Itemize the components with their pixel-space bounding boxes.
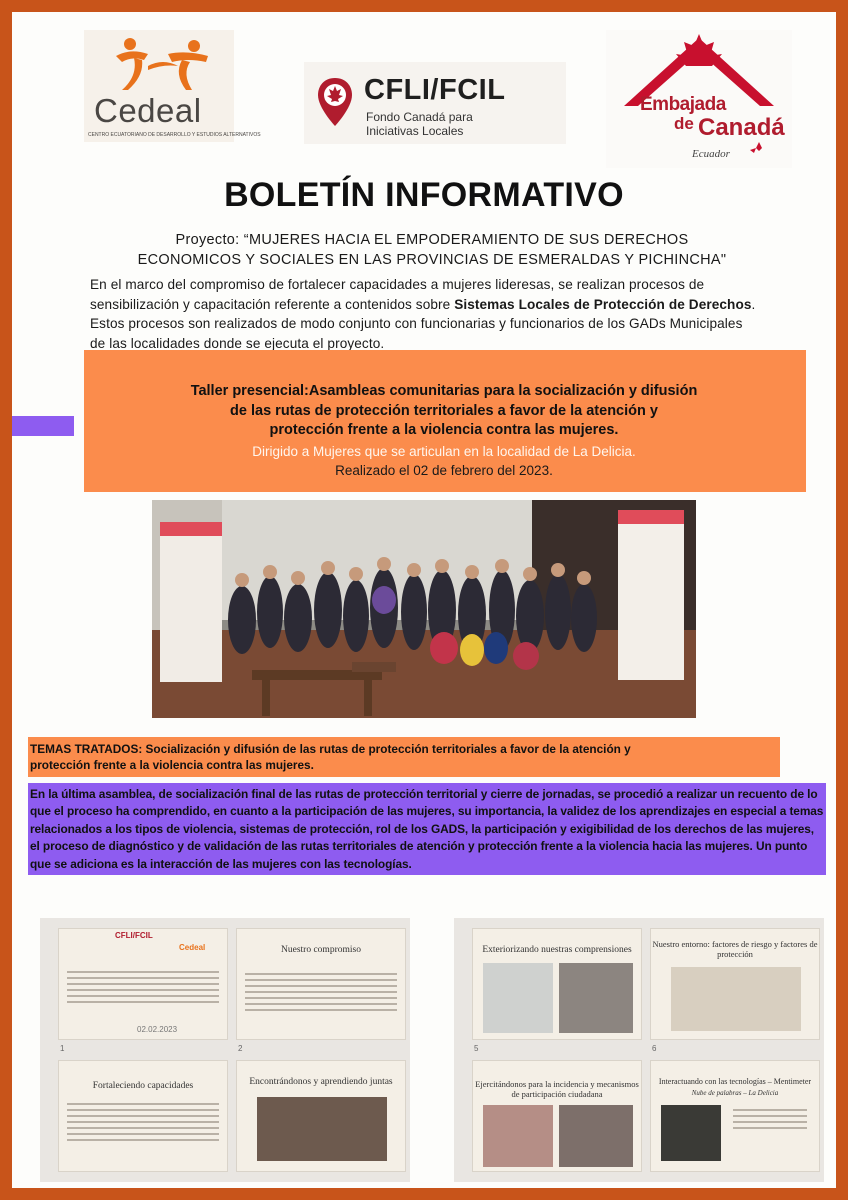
summary-text: En la última asamblea, de socialización final de las rutas de protección territorial y cierre de jornadas, se procedió a realizar un recuento de lo que el proceso ha comprendido, en cuanto a la participación de las mujeres, su importancia, la validez de los aprendizajes en especial a temas relacionados a los tipos de violencia, sistemas de protección, rol de los GADS, la participación y exigibilidad de los derechos de las mujeres, el proceso de diagnóstico y de validación de las rutas territoriales de atención y protección frente a la violencia hacia las mujeres. Un punto que se adiciona es la interacción de las mujeres con las tecnologías. [30, 787, 824, 871]
workshop-audience: Dirigido a Mujeres que se articulan en la localidad de La Delicia. [252, 444, 636, 459]
workshop-title-line1: Taller presencial:Asambleas comunitarias para la socialización y difusión [190, 383, 698, 399]
slide-6 [650, 928, 820, 1040]
slide-5-photo-a [483, 963, 553, 1033]
workshop-box [84, 350, 806, 492]
slide-8 [650, 1060, 820, 1172]
slides-grid-left [40, 918, 410, 1182]
slide-2-text-lines [237, 969, 405, 1015]
slide-5-heading: Exteriorizando nuestras comprensiones [482, 945, 632, 955]
slide-7-heading: Ejercitándonos para la incidencia y mecanismos de participación ciudadana [475, 1079, 639, 1099]
slide-5 [472, 928, 642, 1040]
project-name [112, 230, 752, 270]
cfli-logo-line1: Fondo Canadá para [366, 110, 473, 124]
intro-bold: Sistemas Locales de Protección de Derechos [454, 296, 752, 312]
cedeal-logo-name: Cedeal [94, 92, 202, 129]
topics-box [28, 737, 780, 777]
slide-7-photo-b [559, 1105, 633, 1167]
slide-4 [236, 1060, 406, 1172]
cfli-logo-line2: Iniciativas Locales [366, 124, 464, 138]
slide-8-photo [661, 1105, 721, 1161]
slide-6-heading: Nuestro entorno: factores de riesgo y factores de protección [652, 939, 818, 959]
cfli-logo [304, 62, 566, 144]
project-line2: ECONOMICOS Y SOCIALES EN LAS PROVINCIAS DE ESMERALDAS Y PICHINCHA" [137, 252, 727, 268]
embajada-line3: Canadá [698, 114, 785, 141]
slide-1-logo: CFLI/FCIL [115, 931, 153, 940]
slide-1 [58, 928, 228, 1040]
topics-label: TEMAS TRATADOS: [30, 742, 143, 756]
slide-4-photo [257, 1097, 387, 1161]
cedeal-logo [84, 30, 261, 142]
group-photo [152, 500, 696, 718]
map-pin-maple-icon [316, 76, 354, 128]
workshop-date: Realizado el 02 de febrero del 2023. [335, 463, 553, 478]
embajada-line2: de [674, 114, 694, 133]
slide-3-heading: Fortaleciendo capacidades [92, 1081, 194, 1091]
intro-part2: . Estos procesos son realizados de modo conjunto con funcionarias y funcionarios de los GADs Municipales de las localidades donde se ejecuta el proyecto. [90, 296, 756, 351]
slide-1-number: 1 [60, 1044, 65, 1053]
topics-text [30, 742, 650, 773]
slide-6-photo [671, 967, 801, 1031]
group-photo-illustration [152, 500, 696, 718]
slide-1-logo2: Cedeal [179, 943, 206, 952]
summary-box [28, 783, 826, 875]
slide-3-text-lines [59, 1099, 227, 1145]
slide-6-number: 6 [652, 1044, 657, 1053]
workshop-title-line3: protección frente a la violencia contra las mujeres. [269, 422, 619, 438]
slide-1-text-lines [59, 967, 227, 1007]
cedeal-figures-icon [108, 36, 218, 92]
slide-7 [472, 1060, 642, 1172]
embajada-canada-logo [606, 30, 792, 168]
bulletin-title: BOLETÍN INFORMATIVO [224, 176, 624, 214]
workshop-title [124, 382, 764, 441]
slide-2 [236, 928, 406, 1040]
slide-2-heading: Nuestro compromiso [281, 945, 361, 955]
slide-8-subheading: Nube de palabras – La Delicia [691, 1089, 779, 1097]
slide-3 [58, 1060, 228, 1172]
intro-paragraph [90, 275, 758, 353]
slide-4-heading: Encontrándonos y aprendiendo juntas [249, 1077, 393, 1087]
slide-5-number: 5 [474, 1044, 479, 1053]
intro-part1: En el marco del compromiso de fortalecer capacidades a mujeres lideresas, se realizan procesos de sensibilización y capacitación referente a contenidos sobre [90, 277, 705, 312]
slide-8-text-lines [725, 1105, 815, 1133]
project-line1: Proyecto: “MUJERES HACIA EL EMPODERAMIENTO DE SUS DERECHOS [175, 232, 689, 248]
decorative-tab [12, 416, 74, 436]
embajada-line1: Embajada [640, 94, 726, 115]
slide-5-photo-b [559, 963, 633, 1033]
embajada-line4: Ecuador [692, 148, 730, 160]
slide-2-number: 2 [238, 1044, 243, 1053]
cedeal-logo-tagline: CENTRO ECUATORIANO DE DESARROLLO Y ESTUDIOS ALTERNATIVOS [88, 132, 261, 138]
slide-1-date: 02.02.2023 [137, 1025, 178, 1034]
slide-7-photo-a [483, 1105, 553, 1167]
cfli-logo-title: CFLI/FCIL [364, 74, 506, 106]
workshop-title-line2: de las rutas de protección territoriales a favor de la atención y [230, 402, 658, 419]
slide-8-heading: Interactuando con las tecnologías – Mentimeter [658, 1077, 812, 1086]
topics-body: Socialización y difusión de las rutas de protección territoriales a favor de la atención y protección frente a la violencia contra las mujeres. [30, 742, 631, 772]
slides-grid-right [454, 918, 824, 1182]
